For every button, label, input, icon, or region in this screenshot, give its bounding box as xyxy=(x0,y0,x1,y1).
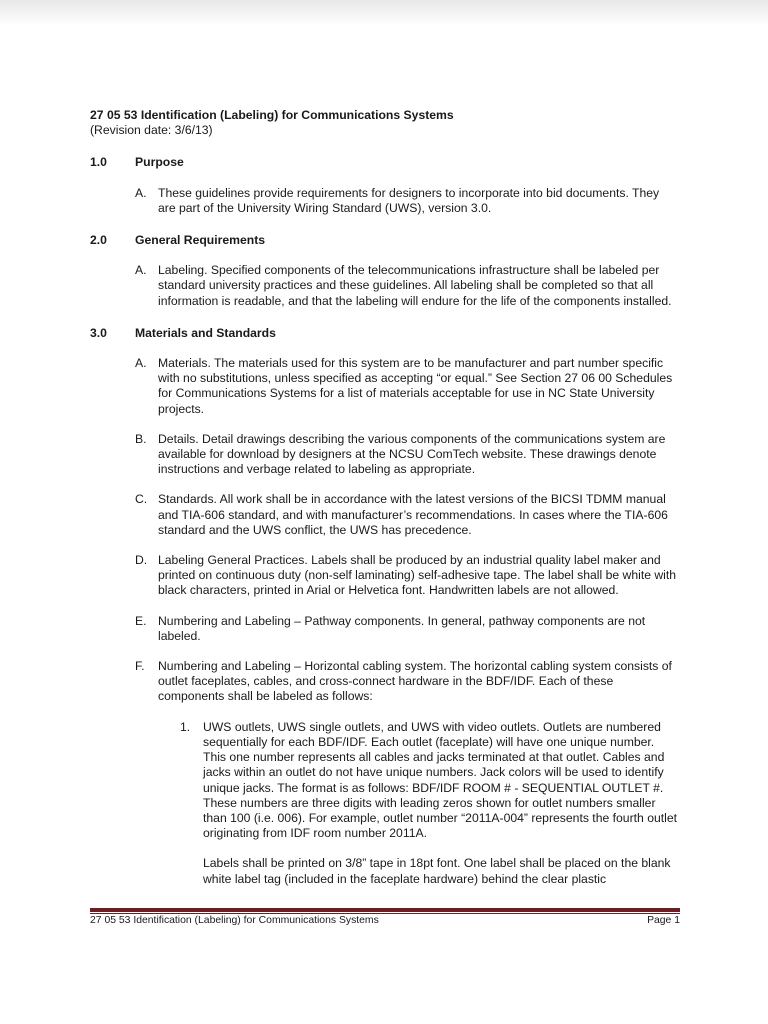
item-letter: A. xyxy=(135,263,147,278)
section-heading-purpose xyxy=(90,155,680,170)
list-item xyxy=(135,432,680,478)
item-letter: A. xyxy=(135,356,147,371)
item-text: Numbering and Labeling – Horizontal cabling system. The horizontal cabling system consists of outlet faceplates, cables, and cross-connect hardware in the BDF/IDF. Each of these components shall be labeled as follows: xyxy=(158,659,672,704)
sub-item-number: 1. xyxy=(180,719,191,734)
footer-title: 27 05 53 Identification (Labeling) for Communications Systems xyxy=(90,915,379,926)
list-item xyxy=(135,492,680,538)
section-number: 3.0 xyxy=(90,325,107,340)
item-text: These guidelines provide requirements for designers to incorporate into bid documents. They are part of the University Wiring Standard (UWS), version 3.0. xyxy=(158,185,660,215)
item-letter: C. xyxy=(135,492,148,507)
footer-rule-thin xyxy=(90,913,680,914)
list-item xyxy=(135,356,680,417)
item-letter: E. xyxy=(135,613,147,628)
sub-list-item xyxy=(180,720,680,842)
item-letter: F. xyxy=(135,659,145,674)
footer-rule xyxy=(90,908,680,912)
item-text: Standards. All work shall be in accordance with the latest versions of the BICSI TDMM manual and TIA-606 standard, and with manufacturer’s recommendations. In cases where the TIA-606 standard and the UWS conflict, the UWS has precedence. xyxy=(158,492,668,537)
item-letter: A. xyxy=(135,185,147,200)
section-title: Purpose xyxy=(135,155,184,170)
section-number: 1.0 xyxy=(90,155,107,170)
item-text: Materials. The materials used for this system are to be manufacturer and part number specific with no substitutions, unless specified as accepting “or equal.” See Section 27 06 00 Schedules for Communications Systems for a list of materials acceptable for use in NC State University projects. xyxy=(158,356,673,416)
item-text: Labeling General Practices. Labels shall be produced by an industrial quality label maker and printed on continuous duty (non-self laminating) self-adhesive tape. The label shall be white with black characters, printed in Arial or Helvetica font. Handwritten labels are not allowed. xyxy=(158,553,677,598)
item-text: Labeling. Specified components of the telecommunications infrastructure shall be labeled per standard university practices and these guidelines. All labeling shall be completed so that all information is readable, and that the labeling will endure for the life of the components installed. xyxy=(158,263,672,308)
item-text: Numbering and Labeling – Pathway components. In general, pathway components are not labeled. xyxy=(158,613,646,643)
list-item xyxy=(135,614,680,644)
revision-date: (Revision date: 3/6/13) xyxy=(90,123,213,138)
section-number: 2.0 xyxy=(90,233,107,248)
list-item xyxy=(135,553,680,599)
section-heading-general-requirements xyxy=(90,233,680,248)
list-item xyxy=(135,263,680,309)
section-heading-materials xyxy=(90,326,680,341)
item-letter: D. xyxy=(135,553,148,568)
list-item xyxy=(135,659,680,705)
document-title: 27 05 53 Identification (Labeling) for Communications Systems xyxy=(90,108,454,122)
item-text: Details. Detail drawings describing the various components of the communications system are available for download by designers at the NCSU ComTech website. These drawings denote instructions and verbage related to labeling as appropriate. xyxy=(158,431,666,477)
list-item xyxy=(135,186,680,216)
section-title: General Requirements xyxy=(135,233,266,248)
page-number: Page 1 xyxy=(647,915,680,926)
item-letter: B. xyxy=(135,431,147,446)
page-footer xyxy=(90,915,680,926)
sub-item-text: UWS outlets, UWS single outlets, and UWS with video outlets. Outlets are numbered sequentially for each BDF/IDF. Each outlet (faceplate) will have one unique number. This one number represents all cables and jacks terminated at that outlet. Cables and jacks within an outlet do not have unique numbers. Jack colors will be used to identify unique jacks. The format is as follows: BDF/IDF ROOM # - SEQUENTIAL OUTLET #. These numbers are three digits with leading zeros shown for outlet numbers smaller than 100 (i.e. 006). For example, outlet number “2011A-004” represents the fourth outlet originating from IDF room number 2011A. xyxy=(203,719,678,841)
section-title: Materials and Standards xyxy=(135,325,276,340)
document-body xyxy=(90,108,680,887)
sub-item-paragraph: Labels shall be printed on 3/8” tape in 18pt font. One label shall be placed on the blank white label tag (included in the faceplate hardware) behind the clear plastic xyxy=(203,856,671,886)
page-top-shadow xyxy=(0,0,768,26)
